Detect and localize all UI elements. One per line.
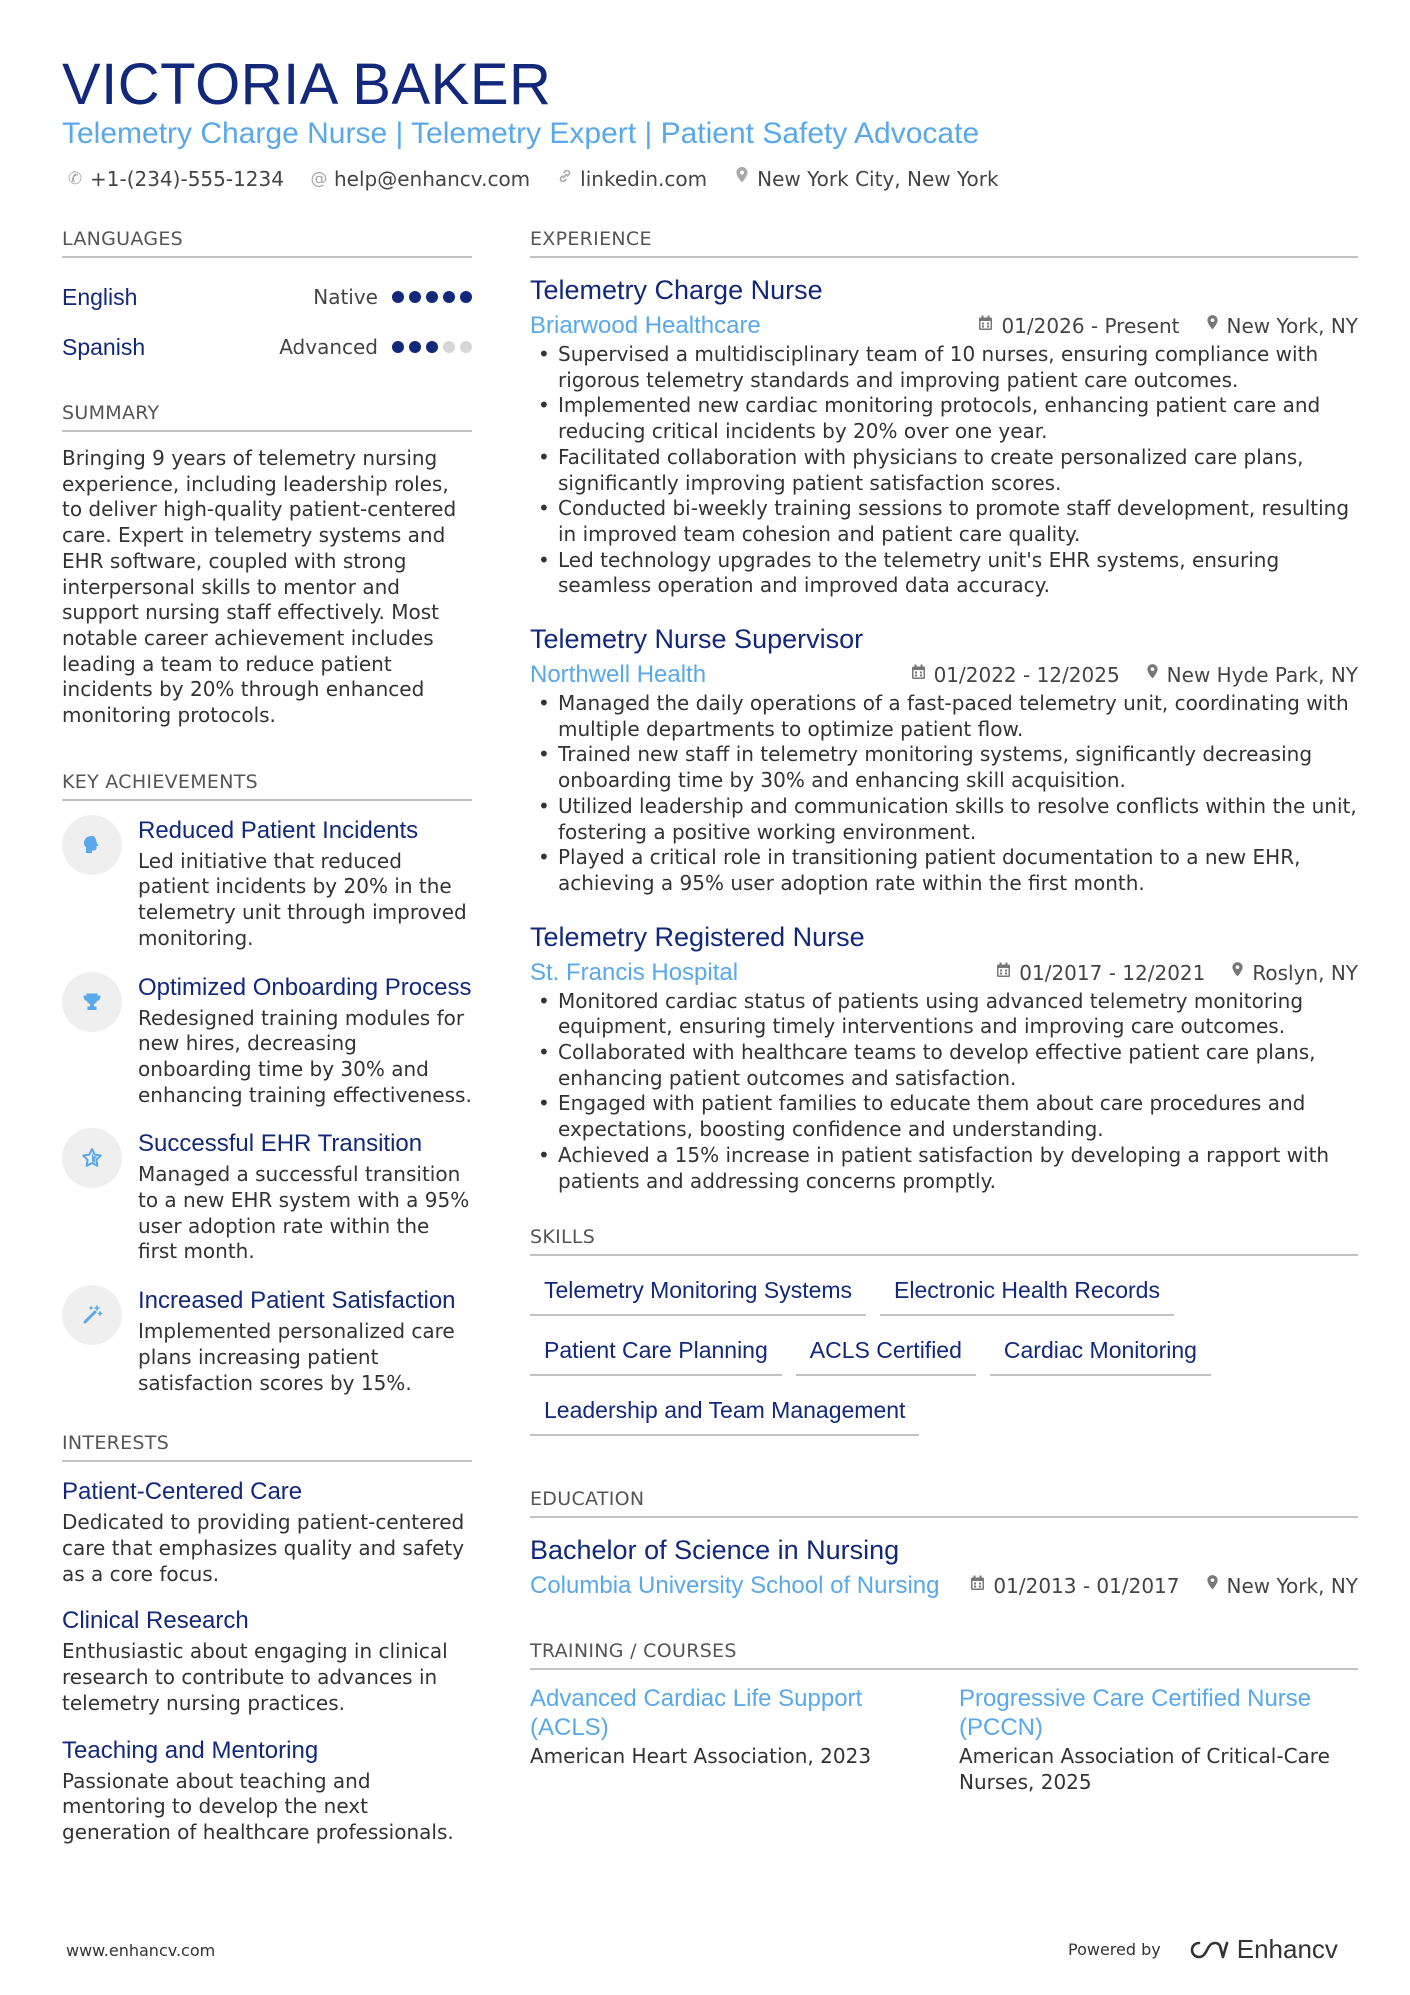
job-dates-text: 01/2026 - Present bbox=[1001, 314, 1180, 338]
interests-section bbox=[62, 1430, 472, 1845]
phone-icon: ✆ bbox=[67, 169, 83, 189]
job-bullet: • Facilitated collaboration with physicians to create personalized care plans, significantly improving patient satisfaction scores. bbox=[530, 445, 1358, 496]
job-bullets bbox=[530, 691, 1358, 897]
rating-dot bbox=[460, 291, 472, 303]
contact-email[interactable] bbox=[310, 165, 530, 193]
enhancv-logo[interactable] bbox=[1185, 1934, 1338, 1965]
course-title: Advanced Cardiac Life Support (ACLS) bbox=[530, 1685, 863, 1742]
summary-section bbox=[62, 400, 472, 729]
achievement-desc: Implemented personalized care plans increasing patient satisfaction scores by 15%. bbox=[138, 1319, 455, 1395]
location-pin-icon bbox=[1206, 1570, 1219, 1602]
job-location-text: New York, NY bbox=[1226, 314, 1358, 338]
education-location bbox=[1206, 1570, 1358, 1602]
contact-phone-text: +1-(234)-555-1234 bbox=[90, 167, 284, 191]
education-dates bbox=[970, 1570, 1179, 1602]
achievement-title: Reduced Patient Incidents bbox=[138, 816, 419, 844]
contact-linkedin-text: linkedin.com bbox=[580, 167, 708, 191]
job-bullet: • Monitored cardiac status of patients using advanced telemetry monitoring equipment, ensuring timely interventions and improving care outcomes. bbox=[530, 989, 1358, 1040]
language-rating bbox=[392, 291, 472, 303]
job-bullet: • Managed the daily operations of a fast-paced telemetry unit, coordinating with multiple departments to optimize patient flow. bbox=[530, 691, 1358, 742]
summary-heading: SUMMARY bbox=[62, 400, 472, 432]
experience-section bbox=[530, 226, 1358, 1194]
job-location bbox=[1146, 659, 1358, 691]
interest-item bbox=[62, 1476, 472, 1587]
education-school: Columbia University School of Nursing bbox=[530, 1572, 940, 1600]
rating-dot bbox=[443, 291, 455, 303]
rating-dot bbox=[409, 291, 421, 303]
location-pin-icon bbox=[1231, 957, 1244, 989]
job-bullet: • Collaborated with healthcare teams to develop effective patient care plans, enhancing patient outcomes and satisfaction. bbox=[530, 1040, 1358, 1091]
summary-text: Bringing 9 years of telemetry nursing experience, including leadership roles, to deliver high-quality patient-centered care. Expert in telemetry systems and EHR software, coupled with strong interpersonal skills to mentor and support nursing staff effectively. Most notable career achievement includes leading a team to reduce patient incidents by 20% through enhanced monitoring protocols. bbox=[62, 446, 457, 728]
course-item bbox=[959, 1684, 1358, 1795]
interest-title: Teaching and Mentoring bbox=[62, 1736, 319, 1764]
education-section bbox=[530, 1486, 1358, 1602]
right-column bbox=[530, 226, 1358, 1796]
location-pin-icon bbox=[733, 165, 751, 193]
skill-tag: Electronic Health Records bbox=[880, 1270, 1174, 1316]
interest-desc: Enthusiastic about engaging in clinical research to contribute to advances in telemetry nursing practices. bbox=[62, 1639, 448, 1715]
achievement-body bbox=[138, 1285, 472, 1396]
rating-dot bbox=[426, 291, 438, 303]
contact-location bbox=[733, 165, 998, 193]
job-bullet: • Trained new staff in telemetry monitoring systems, significantly decreasing onboarding time by 30% and enhancing skill acquisition. bbox=[530, 742, 1358, 793]
achievement-item bbox=[62, 815, 472, 952]
achievement-item bbox=[62, 1128, 472, 1265]
language-level: Native bbox=[313, 285, 378, 309]
contact-phone[interactable] bbox=[66, 165, 284, 193]
language-level: Advanced bbox=[279, 335, 378, 359]
achievement-body bbox=[138, 1128, 472, 1265]
language-row bbox=[62, 322, 472, 372]
job-location-text: Roslyn, NY bbox=[1252, 960, 1358, 985]
job-dates bbox=[911, 659, 1120, 691]
training-heading: TRAINING / COURSES bbox=[530, 1638, 1358, 1670]
course-item bbox=[530, 1684, 929, 1795]
job-title: Telemetry Charge Nurse bbox=[530, 275, 823, 305]
job-bullet: • Led technology upgrades to the telemetry unit's EHR systems, ensuring seamless operation and improved data accuracy. bbox=[530, 548, 1358, 599]
job-entry bbox=[530, 621, 1358, 897]
achievement-title: Increased Patient Satisfaction bbox=[138, 1287, 456, 1315]
calendar-icon bbox=[996, 957, 1011, 989]
rating-dot bbox=[443, 341, 455, 353]
interest-item bbox=[62, 1735, 472, 1846]
job-location-text: New Hyde Park, NY bbox=[1166, 663, 1358, 688]
achievement-body bbox=[138, 972, 472, 1109]
job-location bbox=[1206, 310, 1358, 342]
achievement-desc: Led initiative that reduced patient incidents by 20% in the telemetry unit through improved monitoring. bbox=[138, 848, 467, 950]
contact-bar bbox=[66, 165, 999, 193]
job-bullet: • Conducted bi-weekly training sessions to promote staff development, resulting in improved team cohesion and patient care quality. bbox=[530, 496, 1358, 547]
job-bullet: • Achieved a 15% increase in patient satisfaction by developing a rapport with patients and addressing concerns promptly. bbox=[530, 1143, 1358, 1194]
job-meta bbox=[530, 310, 1358, 342]
education-meta bbox=[530, 1570, 1358, 1602]
job-bullet: • Engaged with patient families to educate them about care procedures and expectations, boosting confidence and understanding. bbox=[530, 1091, 1358, 1142]
calendar-icon bbox=[970, 1570, 985, 1602]
magic-wand-icon bbox=[62, 1285, 122, 1345]
enhancv-logo-text: Enhancv bbox=[1236, 1934, 1338, 1964]
skill-tag: Leadership and Team Management bbox=[530, 1390, 919, 1436]
interest-title: Patient-Centered Care bbox=[62, 1478, 303, 1506]
achievement-item bbox=[62, 1285, 472, 1396]
powered-by-text: Powered by bbox=[1068, 1940, 1161, 1959]
skill-tag: ACLS Certified bbox=[796, 1330, 976, 1376]
job-bullet: • Supervised a multidisciplinary team of 10 nurses, ensuring compliance with rigorous telemetry standards and improving patient care outcomes. bbox=[530, 342, 1358, 393]
language-rating bbox=[392, 341, 472, 353]
candidate-headline: Telemetry Charge Nurse | Telemetry Expert | Patient Safety Advocate bbox=[62, 117, 980, 150]
star-icon bbox=[62, 1128, 122, 1188]
rating-dot bbox=[392, 291, 404, 303]
trophy-icon bbox=[62, 972, 122, 1032]
interest-desc: Passionate about teaching and mentoring to develop the next generation of healthcare professionals. bbox=[62, 1768, 454, 1844]
contact-location-text: New York City, New York bbox=[757, 167, 999, 191]
calendar-icon bbox=[911, 659, 926, 691]
courses-list bbox=[530, 1684, 1358, 1795]
candidate-name: VICTORIA BAKER bbox=[62, 52, 552, 117]
rating-dot bbox=[460, 341, 472, 353]
education-degree: Bachelor of Science in Nursing bbox=[530, 1535, 900, 1566]
training-section bbox=[530, 1638, 1358, 1795]
languages-section bbox=[62, 226, 472, 372]
interests-heading: INTERESTS bbox=[62, 1430, 472, 1462]
languages-heading: LANGUAGES bbox=[62, 226, 472, 258]
skill-tag: Cardiac Monitoring bbox=[990, 1330, 1211, 1376]
job-location bbox=[1231, 957, 1358, 989]
rating-dot bbox=[409, 341, 421, 353]
job-bullets bbox=[530, 342, 1358, 599]
achievement-desc: Redesigned training modules for new hires, decreasing onboarding time by 30% and enhancing training effectiveness. bbox=[138, 1005, 472, 1107]
calendar-icon bbox=[978, 310, 993, 342]
job-company: Northwell Health bbox=[530, 661, 707, 689]
left-column bbox=[62, 226, 472, 1864]
job-title: Telemetry Registered Nurse bbox=[530, 921, 865, 952]
skill-tag: Patient Care Planning bbox=[530, 1330, 782, 1376]
education-dates-text: 01/2013 - 01/2017 bbox=[993, 1574, 1180, 1599]
interest-item bbox=[62, 1605, 472, 1716]
interest-title: Clinical Research bbox=[62, 1607, 249, 1635]
experience-heading: EXPERIENCE bbox=[530, 226, 1358, 258]
job-bullet: • Played a critical role in transitioning patient documentation to a new EHR, achieving a 95% user adoption rate within the first month. bbox=[530, 845, 1358, 896]
achievement-item bbox=[62, 972, 472, 1109]
achievement-body bbox=[138, 815, 472, 952]
enhancv-logo-mark bbox=[1185, 1938, 1229, 1962]
language-name: Spanish bbox=[62, 333, 146, 360]
job-dates-text: 01/2022 - 12/2025 bbox=[933, 663, 1120, 688]
achievement-title: Optimized Onboarding Process bbox=[138, 973, 472, 1001]
job-company: Briarwood Healthcare bbox=[530, 312, 761, 339]
location-pin-icon bbox=[1206, 310, 1219, 342]
skills-list bbox=[530, 1270, 1358, 1436]
footer-website[interactable]: www.enhancv.com bbox=[66, 1941, 216, 1960]
interest-desc: Dedicated to providing patient-centered care that emphasizes quality and safety as a core focus. bbox=[62, 1510, 465, 1586]
rating-dot bbox=[392, 341, 404, 353]
job-company: St. Francis Hospital bbox=[530, 958, 739, 986]
contact-email-text: help@enhancv.com bbox=[333, 167, 531, 191]
achievements-section bbox=[62, 769, 472, 1397]
skills-section bbox=[530, 1224, 1358, 1436]
job-entry bbox=[530, 272, 1358, 599]
job-title: Telemetry Nurse Supervisor bbox=[530, 624, 864, 655]
course-desc: American Heart Association, 2023 bbox=[530, 1744, 872, 1769]
course-desc: American Association of Critical-Care Nurses, 2025 bbox=[959, 1744, 1330, 1794]
achievement-title: Successful EHR Transition bbox=[138, 1130, 423, 1158]
course-title: Progressive Care Certified Nurse (PCCN) bbox=[959, 1685, 1312, 1742]
job-meta bbox=[530, 957, 1358, 989]
at-icon: @ bbox=[310, 169, 328, 189]
location-pin-icon bbox=[1146, 659, 1159, 691]
job-dates bbox=[978, 310, 1179, 342]
job-dates bbox=[996, 957, 1205, 989]
education-heading: EDUCATION bbox=[530, 1486, 1358, 1518]
language-name: English bbox=[62, 283, 138, 310]
contact-linkedin[interactable] bbox=[556, 165, 707, 193]
skills-heading: SKILLS bbox=[530, 1224, 1358, 1256]
language-row bbox=[62, 272, 472, 322]
job-bullets bbox=[530, 989, 1358, 1195]
job-entry bbox=[530, 919, 1358, 1195]
achievements-heading: KEY ACHIEVEMENTS bbox=[62, 769, 472, 801]
footer-branding bbox=[1068, 1934, 1338, 1965]
achievement-desc: Managed a successful transition to a new EHR system with a 95% user adoption rate within the first month. bbox=[138, 1162, 470, 1264]
job-meta bbox=[530, 659, 1358, 691]
education-location-text: New York, NY bbox=[1226, 1574, 1358, 1599]
brain-icon bbox=[62, 815, 122, 875]
job-bullet: • Implemented new cardiac monitoring protocols, enhancing patient care and reducing critical incidents by 20% over one year. bbox=[530, 393, 1358, 444]
job-dates-text: 01/2017 - 12/2021 bbox=[1019, 960, 1206, 985]
link-icon bbox=[556, 165, 574, 193]
rating-dot bbox=[426, 341, 438, 353]
skill-tag: Telemetry Monitoring Systems bbox=[530, 1270, 866, 1316]
job-bullet: • Utilized leadership and communication skills to resolve conflicts within the unit, fostering a positive working environment. bbox=[530, 794, 1358, 845]
